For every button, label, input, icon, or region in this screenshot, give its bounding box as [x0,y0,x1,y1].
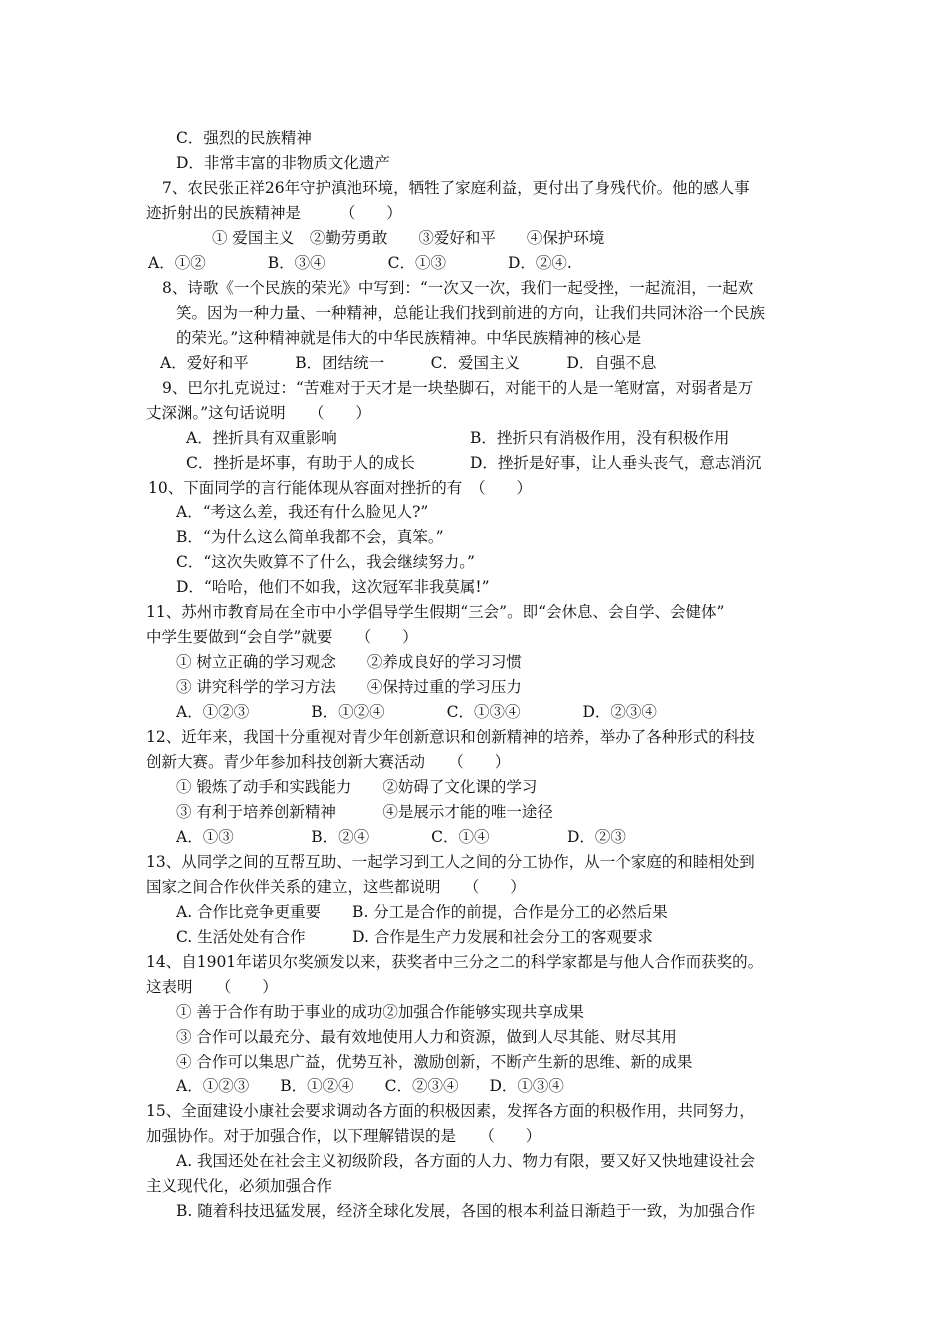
question-12-items: ① 锻炼了动手和实践能力 ②妨碍了文化课的学习 [176,778,538,796]
question-7-stem: 7、农民张正祥26年守护滇池环境，牺牲了家庭利益，更付出了身残代价。他的感人事 [162,179,750,197]
question-14-items: ① 善于合作有助于事业的成功②加强合作能够实现共享成果 [176,1003,584,1021]
question-8-stem: 8、诗歌《一个民族的荣光》中写到：“一次又一次，我们一起受挫，一起流泪，一起欢 [162,279,754,297]
question-9-stem: 9、巴尔扎克说过：“苦难对于天才是一块垫脚石，对能干的人是一笔财富，对弱者是万 [162,379,754,397]
question-8-stem: 的荣光。”这种精神就是伟大的中华民族精神。中华民族精神的核心是 [176,329,642,347]
question-9-stem: 丈深渊。”这句话说明 （ ） [146,404,371,422]
question-15-stem: 加强协作。对于加强合作，以下理解错误的是 （ ） [146,1127,542,1145]
question-14-items: ④ 合作可以集思广益，优势互补，激励创新，不断产生新的思维、新的成果 [176,1053,693,1071]
question-7-stem: 迹折射出的民族精神是 （ ） [146,204,402,222]
question-12-options: A．①③ B．②④ C．①④ D．②③ [176,828,626,846]
question-15-option-a: A. 我国还处在社会主义初级阶段，各方面的人力、物力有限，要又好又快地建设社会 [176,1152,756,1170]
question-12-stem: 创新大赛。青少年参加科技创新大赛活动 （ ） [146,753,511,771]
question-11-items: ③ 讲究科学的学习方法 ④保持过重的学习压力 [176,678,522,696]
question-13-stem: 国家之间合作伙伴关系的建立，这些都说明 （ ） [146,878,526,896]
question-12-stem: 12、近年来，我国十分重视对青少年创新意识和创新精神的培养，举办了各种形式的科技 [146,728,755,746]
question-9-option-c: C．挫折是坏事，有助于人的成长 [186,454,415,472]
question-14-stem: 这表明 （ ） [146,978,278,996]
question-7-options: A．①② B．③④ C．①③ D．②④. [148,254,572,272]
question-14-options: A．①②③ B．①②④ C．②③④ D．①③④ [176,1077,564,1095]
question-9-option-d: D．挫折是好事，让人垂头丧气，意志消沉 [470,454,762,472]
question-13-options: C. 生活处处有合作 D. 合作是生产力发展和社会分工的客观要求 [176,928,653,946]
question-11-stem: 11、苏州市教育局在全市中小学倡导学生假期“三会”。即“会休息、会自学、会健体” [146,603,725,621]
question-12-items: ③ 有利于培养创新精神 ④是展示才能的唯一途径 [176,803,553,821]
question-15-option-b: B. 随着科技迅猛发展，经济全球化发展，各国的根本利益日渐趋于一致，为加强合作 [176,1202,756,1220]
option-line: C．强烈的民族精神 [176,129,312,147]
question-8-options: A．爱好和平 B．团结统一 C．爱国主义 D．自强不息 [160,354,657,372]
question-13-options: A. 合作比竞争更重要 B. 分工是合作的前提，合作是分工的必然后果 [176,903,668,921]
question-13-stem: 13、从同学之间的互帮互助、一起学习到工人之间的分工协作，从一个家庭的和睦相处到 [146,853,755,871]
question-8-stem: 笑。因为一种力量、一种精神，总能让我们找到前进的方向，让我们共同沐浴一个民族 [176,304,766,322]
question-10-option-a: A．“考这么差，我还有什么脸见人?” [176,503,429,521]
question-10-option-b: B．“为什么这么简单我都不会，真笨。” [176,528,444,546]
question-9-option-a: A．挫折具有双重影响 [186,429,337,447]
question-10-option-c: C．“这次失败算不了什么，我会继续努力。” [176,553,475,571]
question-14-stem: 14、自1901年诺贝尔奖颁发以来，获奖者中三分之二的科学家都是与他人合作而获奖的。 [146,953,764,971]
question-10-option-d: D．“哈哈，他们不如我，这次冠军非我莫属!” [176,578,490,596]
question-15-option-a: 主义现代化，必须加强合作 [146,1177,333,1195]
question-14-items: ③ 合作可以最充分、最有效地使用人力和资源，做到人尽其能、财尽其用 [176,1028,677,1046]
question-9-option-b: B．挫折只有消极作用，没有积极作用 [470,429,730,447]
question-11-stem: 中学生要做到“会自学”就要 （ ） [146,628,418,646]
question-11-options: A．①②③ B．①②④ C．①③④ D．②③④ [176,703,657,721]
option-line: D．非常丰富的非物质文化遗产 [176,154,390,172]
question-10-stem: 10、下面同学的言行能体现从容面对挫折的有 （ ） [148,479,532,497]
question-7-items: ① 爱国主义 ②勤劳勇敢 ③爱好和平 ④保护环境 [212,229,605,247]
question-15-stem: 15、全面建设小康社会要求调动各方面的积极因素，发挥各方面的积极作用，共同努力， [146,1102,755,1120]
question-11-items: ① 树立正确的学习观念 ②养成良好的学习习惯 [176,653,522,671]
